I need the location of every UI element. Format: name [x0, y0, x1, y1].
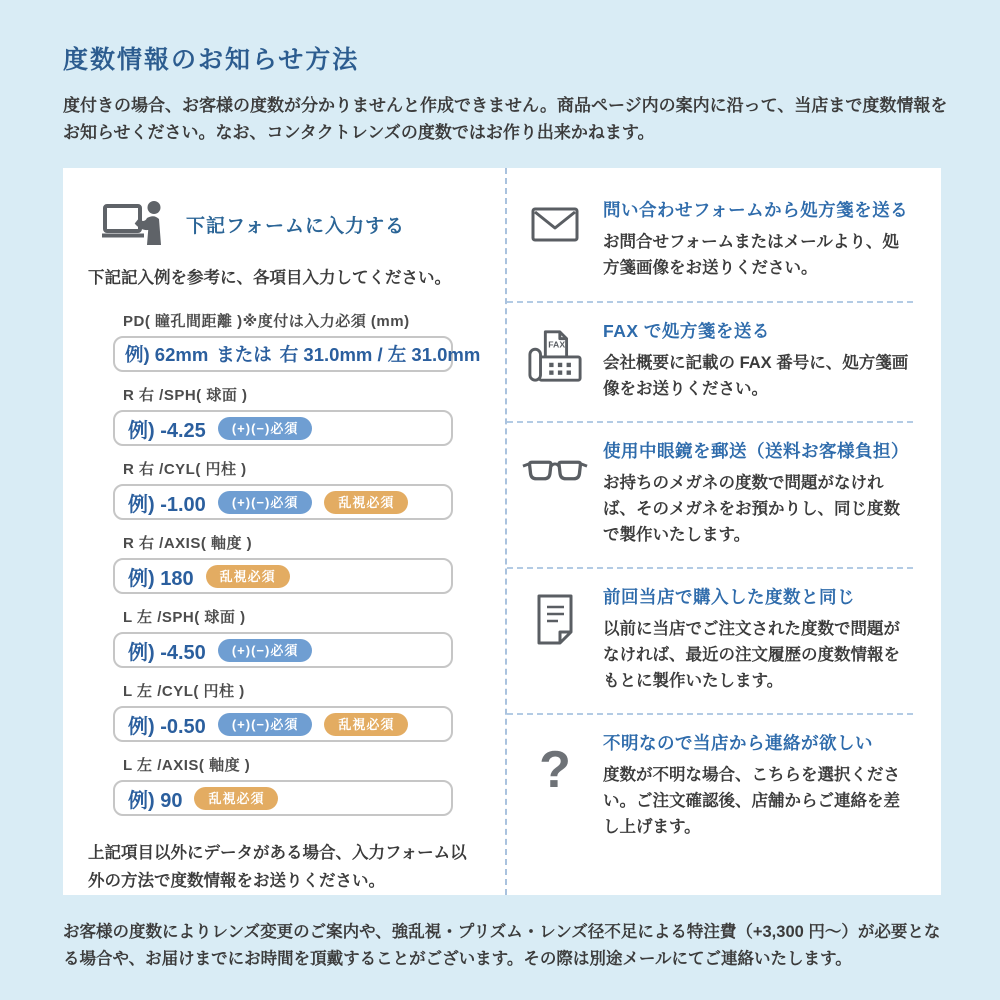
field-example-connector: または	[216, 344, 272, 366]
form-instruction: 下記記入例を参考に、各項目入力してください。	[88, 269, 451, 288]
fax-icon	[526, 328, 584, 384]
presenter-icon	[102, 200, 166, 248]
example-fields	[113, 310, 481, 816]
badge-astigmatism-required: 乱視必須	[194, 787, 278, 810]
field-label: L 左 /AXIS( 軸度 )	[123, 757, 251, 775]
badge-astigmatism-required: 乱視必須	[206, 565, 290, 588]
field-example-value: 例) 62mm	[125, 344, 209, 366]
field-group-l-axis	[113, 754, 453, 816]
field-group-l-sph	[113, 606, 453, 668]
page-title: 度数情報のお知らせ方法	[63, 46, 360, 74]
example-input-box	[113, 484, 453, 520]
badge-plus-minus-required: (+)(−)必須	[218, 713, 313, 736]
field-group-pd	[113, 310, 481, 372]
field-example-value: 例) -4.50	[128, 641, 206, 664]
method-description: お持ちのメガネの度数で問題がなければ、そのメガネをお預かりし、同じ度数で製作いたします。	[603, 473, 900, 544]
method-description: 会社概要に記載の FAX 番号に、処方箋画像をお送りください。	[603, 353, 909, 398]
field-label: R 右 /CYL( 円柱 )	[123, 461, 247, 479]
method-title: FAX で処方箋を送る	[603, 320, 770, 341]
field-group-r-axis	[113, 532, 453, 594]
example-input-box	[113, 780, 453, 816]
field-group-r-cyl	[113, 458, 453, 520]
footer-note: お客様の度数によりレンズ変更のご案内や、強乱視・プリズム・レンズ径不足による特注費（+3,300 円～）が必要となる場合や、お届けまでにお時間を頂戴することがございます。その際は別途メールにてご連絡いたします。	[63, 922, 941, 968]
method-title: 問い合わせフォームから処方箋を送る	[603, 200, 909, 221]
example-input-box	[113, 706, 453, 742]
field-label: R 右 /AXIS( 軸度 )	[123, 535, 253, 553]
method-section-unknown	[507, 713, 913, 859]
question-icon: ?	[539, 741, 571, 799]
intro-text: 度付きの場合、お客様の度数が分かりませんと作成できません。商品ページ内の案内に沿って、当店まで度数情報をお知らせください。なお、コンタクトレンズの度数ではお作り出来かねます。	[63, 96, 948, 143]
example-input-box	[113, 336, 481, 372]
field-label: L 左 /SPH( 球面 )	[123, 609, 246, 627]
method-description: お問合せフォームまたはメールより、処方箋画像をお送りください。	[603, 233, 899, 278]
field-example-value: 例) 90	[128, 789, 183, 812]
method-section-fax	[507, 301, 913, 421]
badge-plus-minus-required: (+)(−)必須	[218, 417, 313, 440]
form-method-header	[102, 200, 480, 248]
method-title: 前回当店で購入した度数と同じ	[603, 586, 855, 607]
field-example-value: 例) -4.25	[128, 419, 206, 442]
badge-plus-minus-required: (+)(−)必須	[218, 639, 313, 662]
method-title: 使用中眼鏡を郵送（送料お客様負担）	[603, 440, 909, 461]
badge-astigmatism-required: 乱視必須	[324, 713, 408, 736]
method-section-previous-order	[507, 567, 913, 713]
field-group-l-cyl	[113, 680, 453, 742]
field-example-value: 例) -0.50	[128, 715, 206, 738]
mail-icon	[531, 207, 579, 242]
form-column	[63, 168, 505, 894]
method-description: 度数が不明な場合、こちらを選択ください。ご注文確認後、店舗からご連絡を差し上げます。	[603, 766, 900, 837]
methods-column	[505, 168, 941, 894]
form-extra-note: 上記項目以外にデータがある場合、入力フォーム以外の方法で度数情報をお送りください。	[88, 844, 467, 890]
method-section-mail-glasses	[507, 421, 913, 567]
field-label: R 右 /SPH( 球面 )	[123, 387, 248, 405]
method-title: 不明なので当店から連絡が欲しい	[603, 733, 873, 753]
method-description: 以前に当店でご注文された度数で問題がなければ、最近の注文履歴の度数情報をもとに製作いたします。	[603, 619, 900, 690]
info-card	[63, 168, 941, 894]
field-example-value2: 右 31.0mm / 左 31.0mm	[279, 344, 481, 366]
badge-plus-minus-required: (+)(−)必須	[218, 491, 313, 514]
field-group-r-sph	[113, 384, 453, 446]
example-input-box	[113, 410, 453, 446]
example-input-box	[113, 632, 453, 668]
badge-astigmatism-required: 乱視必須	[324, 491, 408, 514]
method-section-contact-form	[507, 182, 913, 300]
field-example-value: 例) -1.00	[128, 493, 206, 516]
glasses-icon	[522, 458, 588, 484]
svg-text:FAX: FAX	[548, 338, 566, 349]
form-method-title: 下記フォームに入力する	[186, 215, 406, 237]
document-icon	[534, 594, 576, 646]
field-label: L 左 /CYL( 円柱 )	[123, 683, 245, 701]
field-label: PD( 瞳孔間距離 )※度付は入力必須 (mm)	[123, 313, 410, 331]
field-example-value: 例) 180	[128, 567, 194, 590]
example-input-box	[113, 558, 453, 594]
